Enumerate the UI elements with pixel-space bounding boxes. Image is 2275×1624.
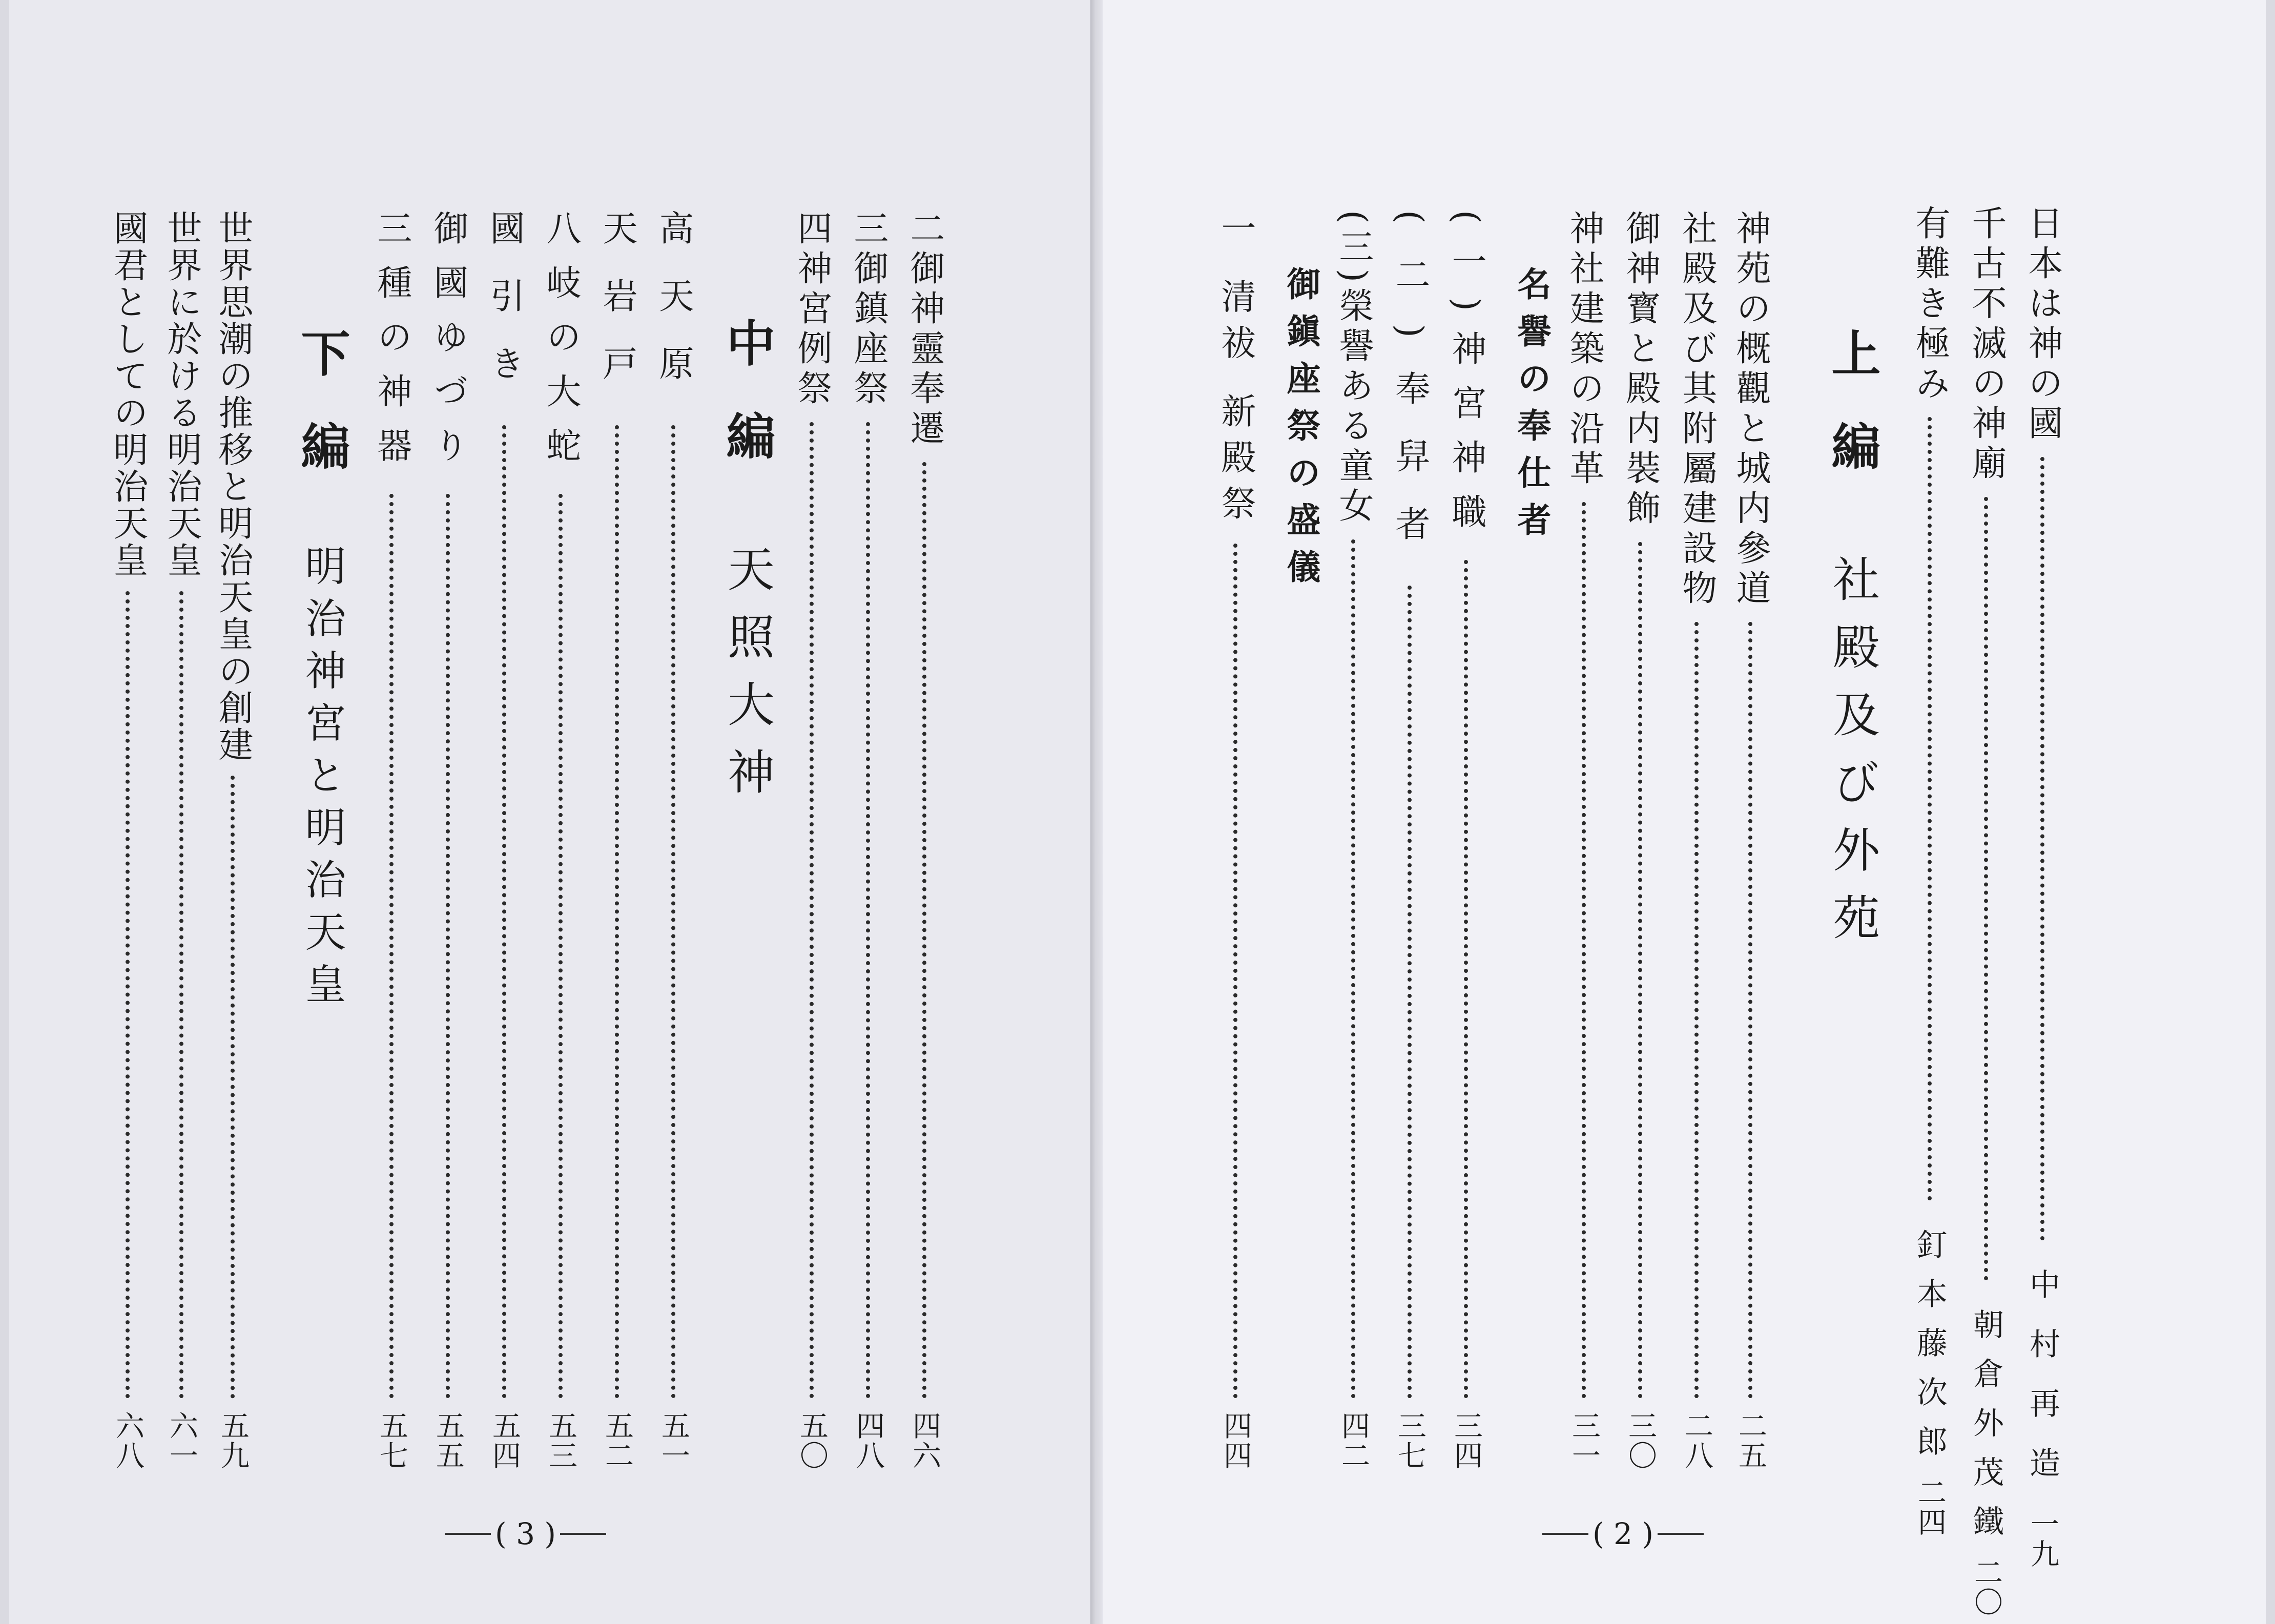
entry-title: (一)神宮神職	[1446, 210, 1486, 548]
dot-leader	[231, 776, 235, 1399]
dot-leader	[1408, 586, 1412, 1399]
section-title: 中 編	[718, 318, 776, 473]
toc-entry	[1333, 210, 1374, 1470]
entry-page: 一九	[2026, 1509, 2059, 1569]
toc-entry	[1730, 210, 1771, 1470]
entry-title: 二御神靈奉遷	[904, 210, 945, 450]
entry-page: 二〇	[1970, 1557, 2003, 1617]
entry-page: 四二	[1337, 1411, 1370, 1470]
folio-dash	[1658, 1533, 1704, 1535]
dot-leader	[866, 422, 870, 1399]
toc-entry	[371, 210, 412, 1470]
toc-entry	[1446, 210, 1486, 1470]
toc-entry	[904, 210, 945, 1470]
book-gutter	[1090, 0, 1103, 1624]
page-edge	[0, 0, 9, 1624]
entry-title: 御神寳と殿内裝飾	[1620, 210, 1661, 530]
page-number: ( 3 )	[441, 1516, 610, 1551]
entry-page: 四四	[1219, 1411, 1252, 1470]
entry-title: 一 清祓 新殿祭	[1215, 210, 1256, 532]
entry-page: 六一	[165, 1411, 198, 1470]
entry-page: 五七	[375, 1411, 408, 1470]
entry-page: 六八	[111, 1411, 144, 1470]
toc-entry	[848, 210, 888, 1470]
section-heading-lower	[287, 328, 357, 1015]
folio-dash	[445, 1533, 491, 1535]
toc-entry-author	[2022, 205, 2063, 1569]
entry-author: 中村再造	[2024, 1268, 2060, 1506]
dot-leader	[1233, 544, 1237, 1399]
entry-page: 二四	[1913, 1477, 1947, 1537]
entry-page: 五九	[216, 1411, 250, 1470]
toc-entry	[1677, 210, 1717, 1470]
entry-page: 三一	[1567, 1411, 1601, 1470]
entry-page: 四八	[852, 1411, 885, 1470]
entry-title: 三種の神器	[371, 210, 412, 482]
dot-leader	[559, 494, 563, 1399]
toc-entry	[484, 210, 525, 1470]
dot-leader	[1638, 542, 1642, 1399]
page-edge	[2266, 0, 2275, 1624]
dot-leader	[389, 494, 394, 1399]
dot-leader	[1748, 622, 1752, 1399]
entry-title: 神社建築の沿革	[1564, 210, 1604, 490]
entry-page: 三〇	[1624, 1411, 1657, 1470]
entry-page: 五〇	[795, 1411, 829, 1470]
entry-page: 五三	[544, 1411, 577, 1470]
dot-leader	[615, 425, 619, 1399]
entry-page: 三七	[1393, 1411, 1426, 1470]
entry-title: 社殿及び其附屬建設物	[1677, 210, 1717, 610]
dot-leader	[1351, 539, 1355, 1399]
dot-leader	[2040, 457, 2044, 1241]
entry-title: 國引き	[484, 210, 525, 413]
dot-leader	[1984, 497, 1988, 1281]
subsection-heading-ceremony: 御鎭座祭の盛儀	[1281, 266, 1321, 596]
section-title: 上 編	[1824, 328, 1881, 484]
entry-page: 五一	[657, 1411, 690, 1470]
dot-leader	[502, 425, 506, 1399]
page-number: ( 2 )	[1538, 1516, 1708, 1551]
entry-page: 五四	[488, 1411, 521, 1470]
entry-title: (二)奉舁者	[1390, 210, 1430, 574]
entry-page: 三四	[1450, 1411, 1483, 1470]
entry-title: 千古不滅の神廟	[1966, 205, 2007, 485]
entry-page: 五五	[431, 1411, 465, 1470]
entry-author: 釘本藤次郎	[1912, 1229, 1948, 1474]
entry-title: 天岩戸	[597, 210, 637, 413]
dot-leader	[1928, 417, 1932, 1201]
dot-leader	[1464, 560, 1468, 1399]
toc-entry	[792, 210, 832, 1470]
folio-dash	[560, 1533, 606, 1535]
entry-page: 五二	[601, 1411, 634, 1470]
toc-entry	[1620, 210, 1661, 1470]
toc-entry-author	[1966, 205, 2007, 1617]
entry-page: 四六	[908, 1411, 941, 1470]
entry-title: (三)榮譽ある童女	[1333, 210, 1374, 528]
section-heading-upper	[1817, 328, 1888, 961]
entry-title: 三御鎮座祭	[848, 210, 888, 410]
section-subtitle: 天照大神	[720, 545, 775, 816]
subsection-heading-honor: 名譽の奉仕者	[1512, 266, 1552, 549]
entry-page: 二八	[1680, 1411, 1713, 1470]
toc-entry	[597, 210, 637, 1470]
left-page	[0, 0, 1090, 1624]
dot-leader	[671, 425, 675, 1399]
section-heading-middle	[712, 318, 782, 815]
entry-title: 日本は神の國	[2022, 205, 2063, 445]
entry-title: 世界思潮の推移と明治天皇の創建	[213, 210, 253, 763]
dot-leader	[1694, 622, 1699, 1399]
section-subtitle: 明治神宮と明治天皇	[298, 545, 346, 1015]
toc-entry	[541, 210, 581, 1470]
toc-entry	[213, 210, 253, 1470]
toc-entry	[1390, 210, 1430, 1470]
folio-number: 3	[516, 1516, 535, 1551]
entry-title: 國君としての明治天皇	[108, 210, 148, 579]
entry-title: 御國ゆづり	[428, 210, 468, 482]
dot-leader	[126, 591, 130, 1399]
toc-entry	[1564, 210, 1604, 1470]
dot-leader	[810, 422, 814, 1399]
section-title: 下 編	[293, 328, 351, 484]
entry-title: 世界に於ける明治天皇	[161, 210, 202, 579]
folio-dash	[1542, 1533, 1588, 1535]
entry-page: 二五	[1734, 1411, 1767, 1470]
entry-author: 朝倉外茂鐵	[1968, 1308, 2004, 1554]
toc-entry	[161, 210, 202, 1470]
toc-entry	[428, 210, 468, 1470]
section-subtitle: 社殿及び外苑	[1825, 555, 1880, 961]
toc-entry	[1215, 210, 1256, 1470]
entry-title: 有難き極み	[1910, 205, 1950, 405]
toc-entry	[653, 210, 694, 1470]
entry-title: 高天原	[653, 210, 694, 413]
dot-leader	[1582, 502, 1586, 1399]
entry-title: 八岐の大蛇	[541, 210, 581, 482]
toc-entry	[108, 210, 148, 1470]
dot-leader	[922, 462, 926, 1399]
entry-title: 四神宮例祭	[792, 210, 832, 410]
right-page	[1103, 0, 2275, 1624]
dot-leader	[179, 591, 183, 1399]
dot-leader	[446, 494, 450, 1399]
folio-number: 2	[1614, 1516, 1632, 1551]
toc-entry-author	[1910, 205, 1950, 1537]
entry-title: 神苑の概觀と城内參道	[1730, 210, 1771, 610]
